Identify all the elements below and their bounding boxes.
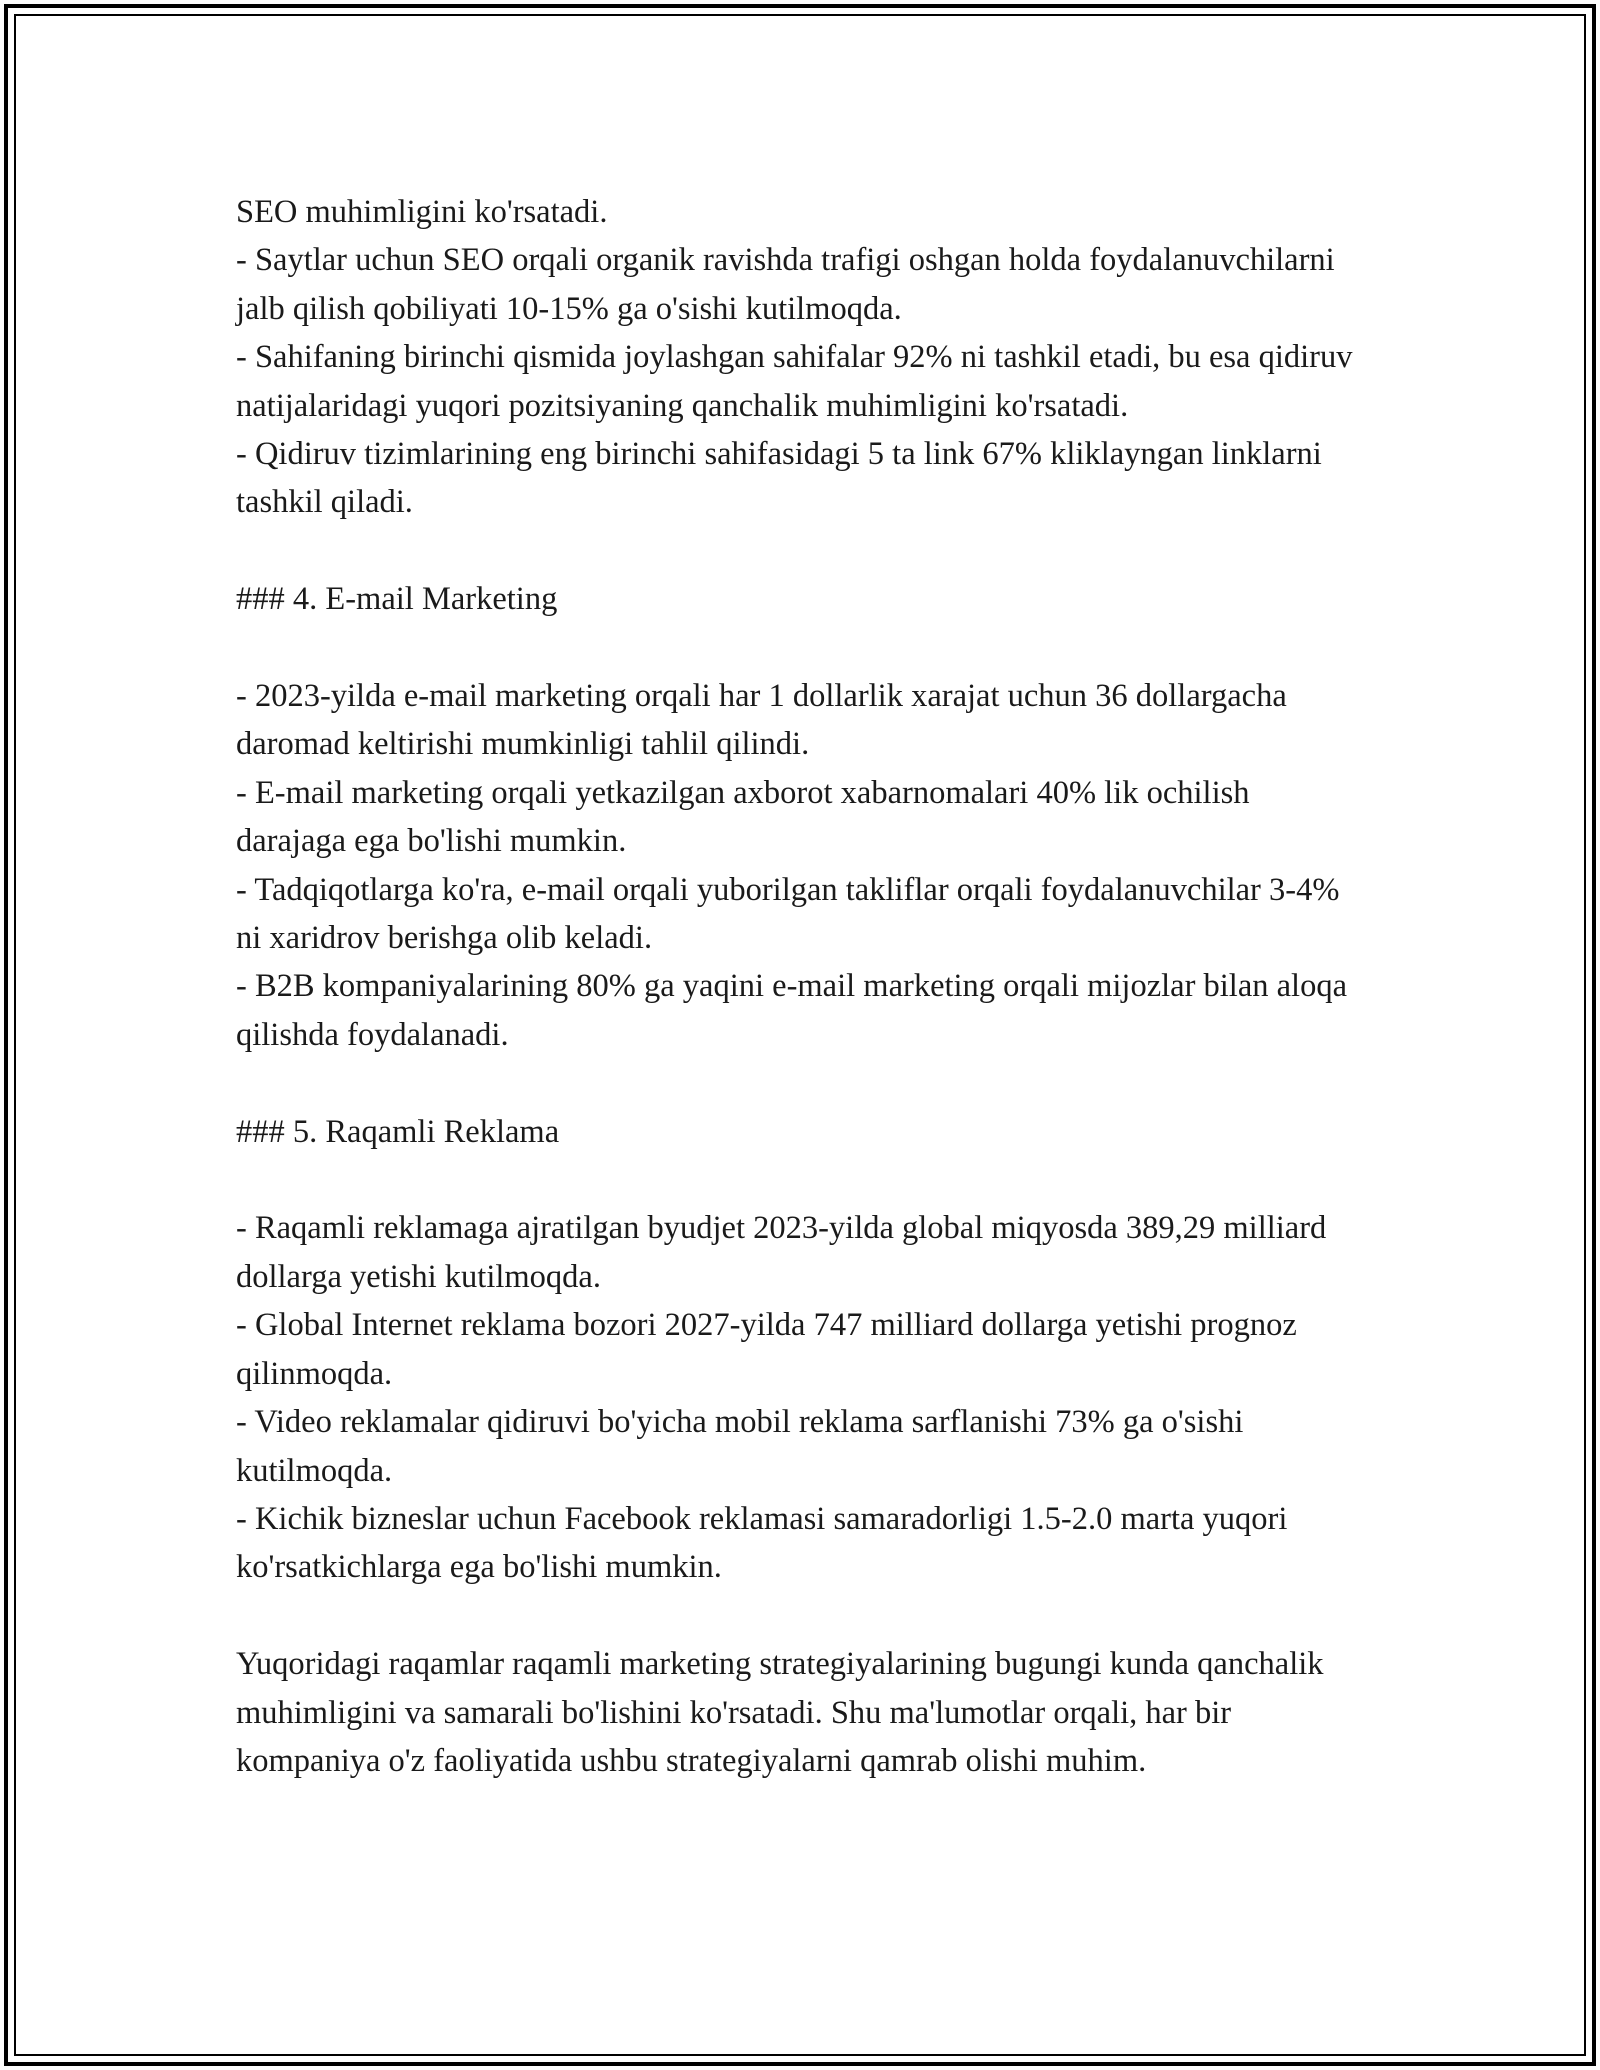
email-bullet-open-rate: - E-mail marketing orqali yetkazilgan axborot xabarnomalari 40% lik ochilish darajaga ega bo'lishi mumkin.: [236, 774, 1258, 860]
conclusion-paragraph: Yuqoridagi raqamlar raqamli marketing strategiyalarining bugungi kunda qanchalik muhimligini va samarali bo'lishini ko'rsatadi. Shu ma'lumotlar orqali, har bir kompaniya o'z faoliyatida ushbu strategiyalarni qamrab olishi muhim.: [236, 1646, 1332, 1779]
document-body: [236, 188, 1366, 1785]
ads-bullet-facebook: - Kichik bizneslar uchun Facebook reklamasi samaradorligi 1.5-2.0 marta yuqori ko'rsatkichlarga ega bo'lishi mumkin.: [236, 1500, 1296, 1586]
email-bullet-b2b: - B2B kompaniyalarining 80% ga yaqini e-mail marketing orqali mijozlar bilan aloqa qilishda foydalanadi.: [236, 968, 1356, 1053]
paragraph-gap: [236, 527, 1366, 575]
email-bullet-conversion: - Tadqiqotlarga ko'ra, e-mail orqali yuborilgan takliflar orqali foydalanuvchilar 3-4% ni xaridrov berishga olib keladi.: [236, 871, 1348, 957]
seo-bullet-traffic: - Saytlar uchun SEO orqali organik ravishda trafigi oshgan holda foydalanuvchilarni jalb qilish qobiliyati 10-15% ga o'sishi kutilmoqda.: [236, 242, 1343, 327]
paragraph-gap: [236, 624, 1366, 672]
paragraph-gap: [236, 1059, 1366, 1107]
paragraph-gap: [236, 1592, 1366, 1640]
seo-bullet-first-page: - Sahifaning birinchi qismida joylashgan sahifalar 92% ni tashkil etadi, bu esa qidiruv natijalaridagi yuqori pozitsiyaning qanchalik muhimligini ko'rsatadi.: [236, 339, 1361, 424]
email-bullet-roi: - 2023-yilda e-mail marketing orqali har 1 dollarlik xarajat uchun 36 dollargacha daromad keltirishi mumkinligi tahlil qilindi.: [236, 678, 1295, 763]
paragraph-gap: [236, 1156, 1366, 1204]
heading-digital-advertising: ### 5. Raqamli Reklama: [236, 1113, 560, 1150]
seo-bullet-top-links: - Qidiruv tizimlarining eng birinchi sahifasidagi 5 ta link 67% kliklayngan linklarni tashkil qiladi.: [236, 436, 1330, 521]
ads-bullet-budget: - Raqamli reklamaga ajratilgan byudjet 2023-yilda global miqyosda 389,29 milliard dollarga yetishi kutilmoqda.: [236, 1210, 1335, 1295]
heading-email-marketing: ### 4. E-mail Marketing: [236, 581, 558, 618]
seo-line-intro: SEO muhimligini ko'rsatadi.: [236, 194, 608, 230]
ads-bullet-internet-market: - Global Internet reklama bozori 2027-yilda 747 milliard dollarga yetishi prognoz qilinmoqda.: [236, 1307, 1305, 1392]
ads-bullet-video-mobile: - Video reklamalar qidiruvi bo'yicha mobil reklama sarflanishi 73% ga o'sishi kutilmoqda.: [236, 1404, 1252, 1489]
